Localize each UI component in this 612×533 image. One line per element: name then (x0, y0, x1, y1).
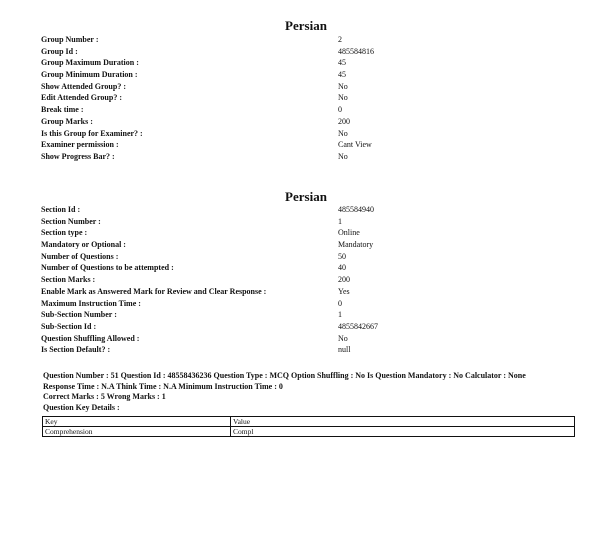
section-detail-row (41, 274, 581, 286)
section-detail-row (41, 286, 581, 298)
section-detail-row-value: 200 (338, 275, 350, 285)
group-detail-row-label: Group Minimum Duration : (41, 70, 138, 80)
section-detail-row-value: null (338, 345, 351, 355)
section-detail-row (41, 309, 581, 321)
group-detail-row-value: 485584816 (338, 46, 374, 56)
group-detail-row-label: Group Marks : (41, 116, 93, 126)
question-time-line: Response Time : N.A Think Time : N.A Minimum Instruction Time : 0 (43, 381, 283, 391)
section-detail-row-label: Sub-Section Id : (41, 321, 97, 331)
group-detail-row-label: Break time : (41, 105, 84, 115)
group-detail-row (41, 81, 581, 93)
section-detail-row-label: Enable Mark as Answered Mark for Review and Clear Response : (41, 286, 267, 296)
group-detail-row-label: Examiner permission : (41, 140, 119, 150)
section-detail-row-value: No (338, 333, 348, 343)
group-detail-row-label: Show Attended Group? : (41, 81, 126, 91)
section-detail-row-label: Maximum Instruction Time : (41, 298, 141, 308)
value-cell: Compl (231, 427, 575, 437)
group-detail-row-value: 200 (338, 116, 350, 126)
section-detail-row-label: Is Section Default? : (41, 345, 111, 355)
question-info-line: Question Number : 51 Question Id : 48558436236 Question Type : MCQ Option Shuffling : No Is Question Mandatory : No Calculator : None (43, 371, 526, 380)
section-detail-row-value: Mandatory (338, 240, 374, 250)
section-detail-row-value: 485584940 (338, 205, 374, 214)
question-key-table (42, 416, 575, 437)
group-detail-row-value: 0 (338, 105, 342, 115)
group-detail-row-label: Edit Attended Group? : (41, 93, 122, 103)
section-detail-row (41, 262, 581, 274)
group-detail-row (41, 92, 581, 104)
group-detail-row-label: Show Progress Bar? : (41, 151, 115, 161)
section-detail-row-value: 50 (338, 251, 346, 261)
group-detail-row (41, 57, 581, 69)
section-detail-row (41, 321, 581, 333)
key-header: Key (43, 417, 231, 427)
table-header-row (43, 417, 575, 427)
section-detail-row (41, 204, 581, 216)
group-detail-row (41, 69, 581, 81)
question-key-details-label: Question Key Details : (43, 402, 120, 412)
value-header: Value (231, 417, 575, 427)
group-detail-row (41, 46, 581, 58)
group-detail-row (41, 128, 581, 140)
section-detail-row-label: Mandatory or Optional : (41, 240, 126, 250)
group-detail-row (41, 151, 581, 163)
section-title: Persian (285, 189, 327, 204)
section-detail-row-label: Section Id : (41, 205, 81, 214)
group-detail-row-value: 2 (338, 35, 342, 44)
section-detail-row (41, 227, 581, 239)
section-detail-row (41, 333, 581, 345)
group-details (41, 34, 581, 163)
group-detail-row-value: Cant View (338, 140, 372, 150)
section-detail-row (41, 344, 581, 356)
group-detail-row-value: No (338, 81, 348, 91)
question-marks-line: Correct Marks : 5 Wrong Marks : 1 (43, 392, 166, 401)
section-detail-row-value: 4855842667 (338, 321, 378, 331)
group-detail-row-value: No (338, 128, 348, 138)
group-detail-row-label: Group Id : (41, 46, 78, 56)
section-detail-row-label: Question Shuffling Allowed : (41, 333, 140, 343)
section-detail-row (41, 216, 581, 228)
section-detail-row-value: 0 (338, 298, 342, 308)
section-detail-row (41, 251, 581, 263)
section-detail-row-value: 1 (338, 310, 342, 320)
section-detail-row (41, 298, 581, 310)
group-title: Persian (285, 18, 327, 33)
section-detail-row-value: Yes (338, 286, 350, 296)
group-detail-row (41, 116, 581, 128)
section-detail-row-value: 40 (338, 263, 346, 273)
section-detail-row-label: Sub-Section Number : (41, 310, 117, 320)
section-detail-row-label: Section Number : (41, 216, 101, 226)
group-detail-row (41, 104, 581, 116)
group-detail-row-value: 45 (338, 70, 346, 80)
question-block (43, 371, 578, 413)
section-detail-row-label: Section Marks : (41, 275, 96, 285)
group-detail-row (41, 34, 581, 46)
group-detail-row-value: No (338, 151, 348, 161)
section-detail-row-label: Number of Questions to be attempted : (41, 263, 174, 273)
section-detail-row-label: Number of Questions : (41, 251, 119, 261)
table-row (43, 427, 575, 437)
group-detail-row-value: No (338, 93, 348, 103)
group-detail-row-label: Group Maximum Duration : (41, 58, 139, 68)
section-details (41, 204, 581, 356)
key-cell: Comprehension (43, 427, 231, 437)
section-detail-row-value: 1 (338, 216, 342, 226)
group-detail-row (41, 139, 581, 151)
section-detail-row-label: Section type : (41, 228, 88, 238)
section-detail-row (41, 239, 581, 251)
section-detail-row-value: Online (338, 228, 360, 238)
group-detail-row-label: Is this Group for Examiner? : (41, 128, 143, 138)
group-detail-row-label: Group Number : (41, 35, 99, 44)
group-detail-row-value: 45 (338, 58, 346, 68)
